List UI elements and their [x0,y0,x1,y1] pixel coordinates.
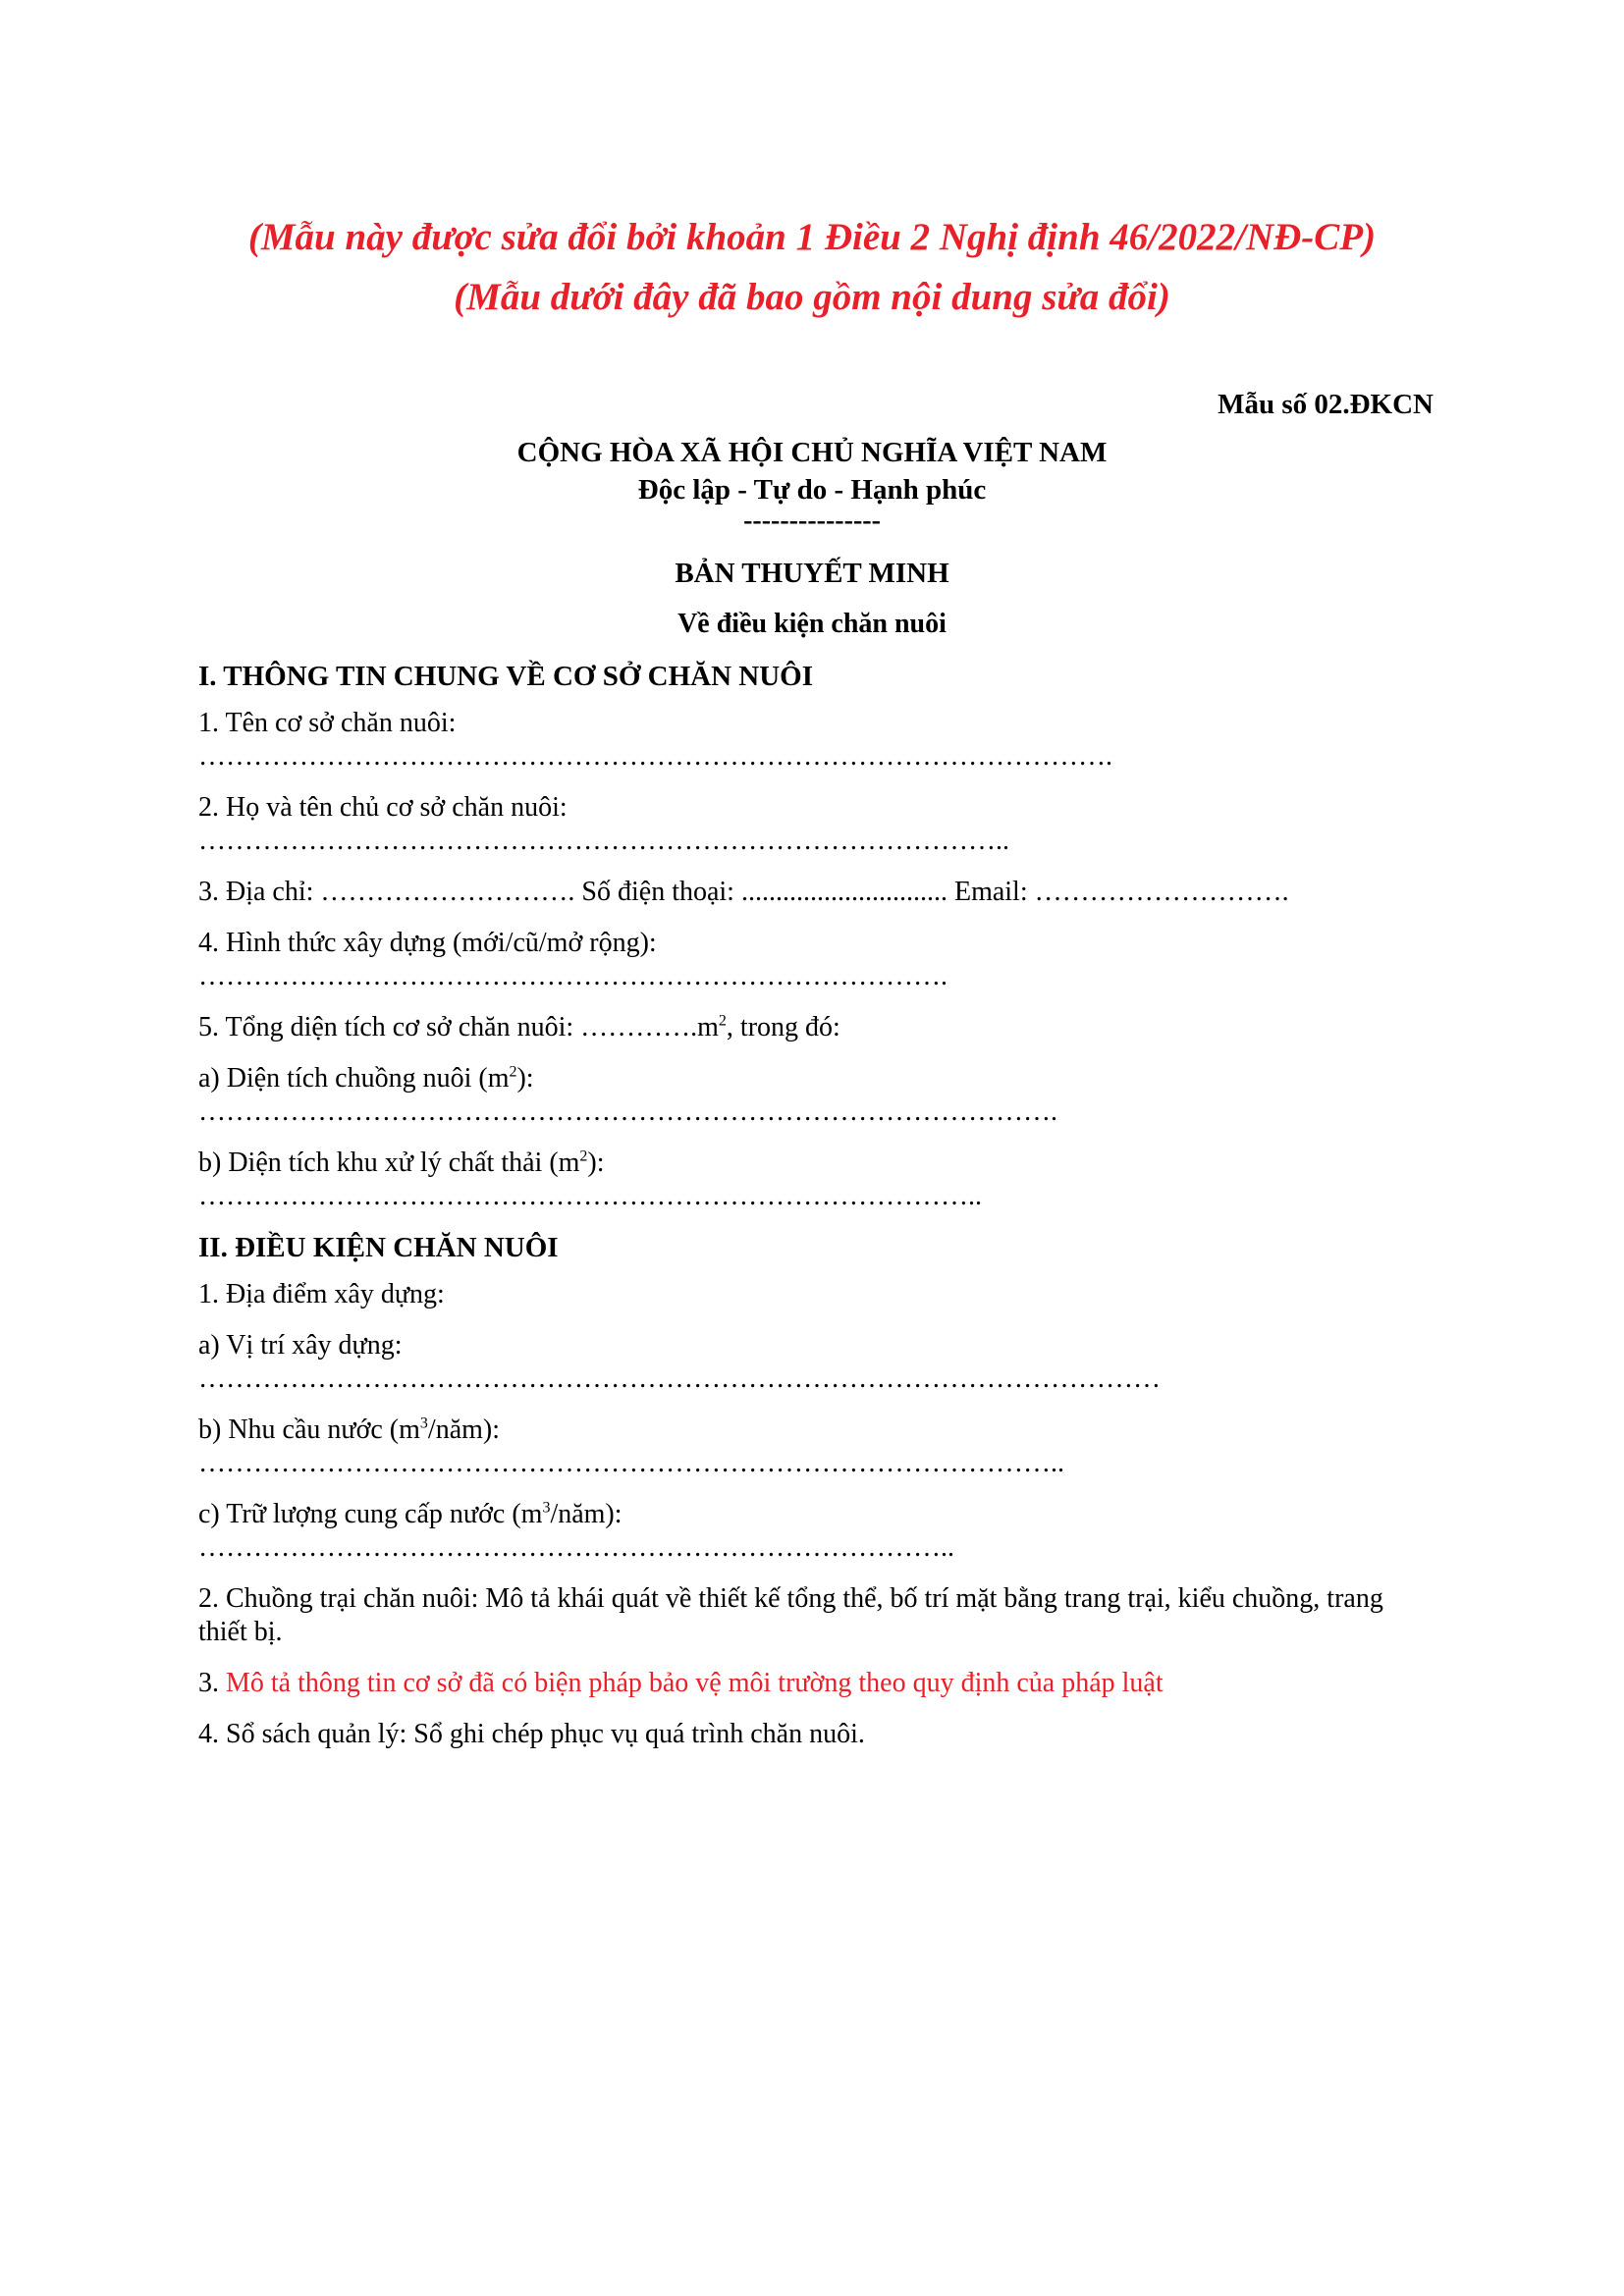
superscript: 3 [542,1499,551,1517]
water-supply-suffix: /năm): [550,1499,623,1529]
construction-type-field [198,927,1434,993]
national-name: CỘNG HÒA XÃ HỘI CHỦ NGHĨA VIỆT NAM [516,437,1108,468]
document-title: BẢN THUYẾT MINH [675,558,949,589]
document-body [198,660,1434,1769]
barn-area-prefix: a) Diện tích chuồng nuôi (m [198,1063,510,1094]
environment-protection-number: 3. [198,1668,219,1698]
water-demand-suffix: /năm): [427,1415,501,1445]
superscript: 2 [509,1063,517,1081]
construction-site-label: 1. Địa điểm xây dựng: [198,1279,445,1309]
water-demand-label [198,1414,1434,1447]
national-motto: Độc lập - Tự do - Hạnh phúc [637,474,987,506]
amendment-note: (Mẫu này được sửa đổi bởi khoản 1 Điều 2 Nghị định 46/2022/NĐ-CP) [247,216,1377,258]
water-demand-blank: ………………………………………………………………………………….. [198,1448,1064,1478]
water-demand-field [198,1414,1434,1480]
superscript: 2 [579,1148,588,1165]
barn-area-suffix: ): [516,1063,534,1094]
address-phone-email-field: 3. Địa chỉ: ………………………. Số điện thoại: .............................. Email: ………………………. [198,877,1289,907]
environment-protection-text: Mô tả thông tin cơ sở đã có biện pháp bảo vệ môi trường theo quy định của pháp luật [226,1668,1164,1698]
environment-protection-item [198,1667,1434,1700]
header-separator: --------------- [743,506,881,536]
barn-area-blank: …………………………………………………………………………………. [198,1096,1057,1127]
owner-name-field [198,791,1434,858]
waste-area-label [198,1147,1434,1180]
owner-name-label: 2. Họ và tên chủ cơ sở chăn nuôi: [198,792,568,823]
total-area-field [198,1011,1434,1044]
water-supply-blank: ……………………………………………………………………….. [198,1532,954,1563]
water-supply-label [198,1498,1434,1531]
barn-description: 2. Chuồng trại chăn nuôi: Mô tả khái quát về thiết kế tổng thể, bố trí mặt bằng trang trại, kiểu chuồng, trang thiết bị. [198,1583,1383,1647]
water-demand-prefix: b) Nhu cầu nước (m [198,1415,420,1445]
barn-area-field [198,1062,1434,1129]
section-2-heading: II. ĐIỀU KIỆN CHĂN NUÔI [198,1232,559,1263]
superscript: 3 [419,1415,428,1432]
waste-area-prefix: b) Diện tích khu xử lý chất thải (m [198,1148,580,1178]
construction-type-blank: ………………………………………………………………………. [198,961,947,991]
facility-name-field [198,707,1434,774]
barn-area-label [198,1062,1434,1095]
amendment-note-included: (Mẫu dưới đây đã bao gồm nội dung sửa đổi) [454,276,1170,318]
water-supply-prefix: c) Trữ lượng cung cấp nước (m [198,1499,543,1529]
location-field [198,1329,1434,1396]
document-subtitle: Về điều kiện chăn nuôi [677,609,947,639]
superscript: 2 [718,1012,727,1030]
facility-name-label: 1. Tên cơ sở chăn nuôi: [198,708,457,738]
location-label: a) Vị trí xây dựng: [198,1330,403,1361]
waste-area-field [198,1147,1434,1213]
location-blank: …………………………………………………………………………………………… [198,1363,1161,1394]
waste-area-suffix: ): [587,1148,605,1178]
section-1-heading: I. THÔNG TIN CHUNG VỀ CƠ SỞ CHĂN NUÔI [198,661,814,692]
waste-area-blank: ………………………………………………………………………….. [198,1181,982,1211]
total-area-suffix: , trong đó: [726,1012,840,1042]
facility-name-blank: ………………………………………………………………………………………. [198,741,1112,772]
form-number: Mẫu số 02.ĐKCN [1218,389,1434,420]
total-area-prefix: 5. Tổng diện tích cơ sở chăn nuôi: ………….m [198,1012,719,1042]
water-supply-field [198,1498,1434,1565]
construction-type-label: 4. Hình thức xây dựng (mới/cũ/mở rộng): [198,928,657,958]
owner-name-blank: …………………………………………………………………………….. [198,826,1009,856]
management-records: 4. Sổ sách quản lý: Sổ ghi chép phục vụ quá trình chăn nuôi. [198,1719,865,1749]
